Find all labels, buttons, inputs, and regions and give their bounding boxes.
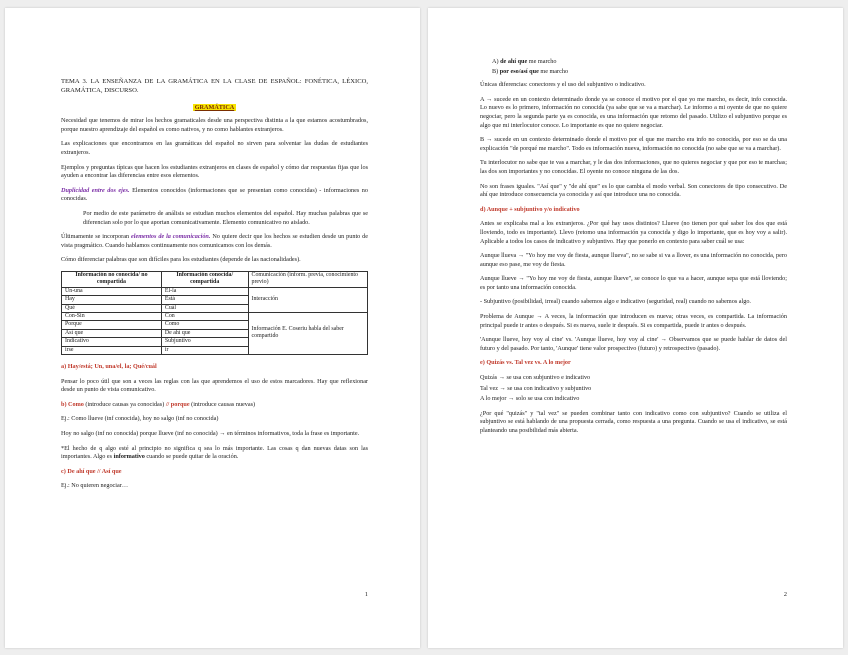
subheading-d: d) Aunque + subjuntivo y/o indicativo bbox=[480, 205, 580, 213]
paragraph: Cómo diferenciar palabras que son difíciles para los estudiantes (depende de las nacionalidades). bbox=[61, 256, 301, 264]
indented-paragraph: Por medio de este parámetro de análisis se estudian muchos elementos del español. Hay muchas palabras que se diferencian solo por lo que aportan comunicativamente. Elemento comunicativo no aislado. bbox=[83, 209, 368, 226]
paragraph bbox=[61, 187, 368, 204]
bold-term: informativo bbox=[113, 453, 145, 461]
paragraph: Ejemplos y preguntas típicas que hacen los estudiantes extranjeros en clases de español y cómo dar respuestas fijas que los ayuden a encontrar las diferencias entre esos elementos. bbox=[61, 163, 368, 180]
paragraph: - Subjuntivo (posibilidad, irreal) cuando sabemos algo e indicativo (seguridad, real) cuando no sabemos algo. bbox=[480, 298, 751, 306]
paragraph: Antes se explicaba mal a los extranjeros. ¿Por qué hay usos distintos? Llueve (no tienen por qué saber los dos que está lloviendo, todo es importante). Llevo (retomo una información ya conocida y digo lo importante, que es hoy voy a salir). Aplicable a todos los casos de indicativo y subjuntivo. Hay que ponerlo en contexto para saber cuál se usa: bbox=[480, 220, 787, 245]
paragraph: B → sucede en un contexto determinado donde el motivo por el que me marcho era info no conocida, por eso se da una explicación "de porqué me marcho". Todo es información nueva, información no conocida (no sabe que se va a marchar). bbox=[480, 136, 787, 152]
paragraph-text: (introduce causas ya conocidas) bbox=[83, 400, 166, 408]
table-cell: Subjuntivo bbox=[161, 338, 248, 346]
subheading-b bbox=[61, 401, 368, 410]
list-item: A lo mejor → solo se usa con indicativo bbox=[480, 395, 580, 403]
page-2-content bbox=[480, 58, 787, 442]
comparison-table bbox=[61, 271, 368, 355]
paragraph: Aunque llueve → "Yo hoy me voy de fiesta, aunque llueve", se conoce lo que va a hacer, aunque sepa que está lloviendo; es por tanto una información conocida. bbox=[480, 275, 787, 291]
paragraph-text: cuando se puede quitar de la oración. bbox=[144, 453, 239, 461]
page-1 bbox=[5, 8, 420, 648]
page-2 bbox=[428, 8, 843, 648]
paragraph-text: *El hecho de q algo esté al principio no significa q sea lo más importante. Las cosas q dan nuevas datas son las importantes. Algo es bbox=[61, 444, 368, 461]
paragraph-text: Últimamente se incorporan bbox=[61, 233, 131, 241]
table-cell: Interacción bbox=[248, 287, 367, 312]
paragraph: ¿Por qué "quizás" y "tal vez" se pueden combinar tanto con indicativo como con subjuntivo? Cuando se utiliza el subjuntivo se está hablando de una propuesta cerrada, como respuesta a una pregunta. Cuando se usa el indicativo, se está planteando una posibilidad más abierta. bbox=[480, 409, 787, 434]
table-header: Comunicación (inform. previa, conocimiento previo) bbox=[248, 271, 367, 287]
list-item bbox=[492, 58, 787, 67]
paragraph: Únicas diferencias: conectores y el uso del subjuntivo o indicativo. bbox=[480, 81, 646, 89]
table-header-row bbox=[62, 271, 368, 287]
table-cell: Qué bbox=[62, 304, 162, 312]
paragraph: Tu interlocutor no sabe que te vas a marchar, y le das dos informaciones, que no quieres negociar y que por eso te marchas; las dos son importantes y no conocidas. El oyente no conoce ninguna de las dos. bbox=[480, 159, 787, 175]
table-cell: Está bbox=[161, 296, 248, 304]
example-list bbox=[492, 58, 787, 76]
paragraph: Las explicaciones que encontramos en las gramáticas del español no sirven para solventar las dudas de estudiantes extranjeros. bbox=[61, 140, 368, 156]
list-item: Quizás → se usa con subjuntivo e indicativo bbox=[480, 374, 591, 382]
page-number: 1 bbox=[364, 591, 368, 598]
paragraph: Pensar lo poco útil que son a veces las reglas con las que aprendemos el uso de estos marcadores. Hay que reflexionar desde un punto de vista comunicativo. bbox=[61, 377, 368, 394]
paragraph: A → sucede en un contexto determinado donde ya se conoce el motivo por el que yo me marcho, es decir, info conocida. Lo nuevo es lo primero, información no conocida (ya sabe que se va a marchar). Le informo a mi oyente de que no quiere negociar, pero la segunda parte ya es conocida, es una información que retomo del pasado. Utilizo el subjuntivo porque es algo que mi interlocutor conoce. Lo importante es que no quiere negociar. bbox=[480, 95, 787, 129]
table-cell: Con-Sin bbox=[62, 312, 162, 320]
paragraph: Ej.: Como llueve (inf conocida), hoy no salgo (inf no conocida) bbox=[61, 415, 219, 423]
table-row bbox=[62, 312, 368, 320]
subheading-e: e) Quizás vs. Tal vez vs. A lo mejor bbox=[480, 359, 571, 367]
subheading-c: c) De ahí que // Así que bbox=[61, 467, 122, 475]
table-cell: De ahí que bbox=[161, 329, 248, 337]
table-cell: El-la bbox=[161, 287, 248, 295]
paragraph: Problema de Aunque → A veces, la información que introducen es nueva; otras veces, es compartida. La información principal puede ir antes o después. Si es nueva, suele ir después. Si es compartida, puede ir antes o después. bbox=[480, 313, 787, 329]
paragraph-text: No quiere decir que los hechos se estudien desde un punto de vista pragmático. Cuando hablamos continuamente nos comunicamos con los demás. bbox=[61, 233, 368, 249]
table-cell: Con bbox=[161, 312, 248, 320]
list-marker: B) bbox=[492, 67, 499, 75]
section-heading bbox=[61, 104, 368, 113]
paragraph: No son frases iguales. "Así que" y "de ahí que" es lo que cambia el modo verbal. Son conectores de tipo consecutivo. De ahí que introduce consecuencia ya conocida y así que introduce una no conocida. bbox=[480, 182, 787, 199]
table-cell: Información E. Coseriu habla del saber compartido bbox=[248, 312, 367, 354]
paragraph-text: (introduce causas nuevas) bbox=[189, 400, 256, 408]
table-cell: Porque bbox=[62, 321, 162, 329]
paragraph: Aunque llueva → "Yo hoy me voy de fiesta, aunque llueva", no se sabe si va a llover, es una información no conocida, pero aunque eso pase, me voy de fiesta. bbox=[480, 252, 787, 268]
table-cell: Un-una bbox=[62, 287, 162, 295]
highlight-term: elementos de la comunicación. bbox=[130, 233, 211, 241]
table-header: Información conocida/ compartida bbox=[161, 271, 248, 287]
subheading-term: b) Como bbox=[61, 400, 84, 408]
subheading-term: // porque bbox=[165, 400, 190, 408]
table-cell: irse bbox=[62, 346, 162, 354]
table-header: Información no conocida/ no compartida bbox=[62, 271, 162, 287]
heading-text: GRAMÁTICA bbox=[194, 103, 235, 111]
list-text: me marcho bbox=[527, 58, 557, 65]
document-title: TEMA 3. LA ENSEÑANZA DE LA GRAMÁTICA EN LA CLASE DE ESPAÑOL: FONÉTICA, LÉXICO, GRAMÁTICA, DISCURSO. bbox=[61, 78, 368, 94]
list-marker: A) bbox=[492, 58, 499, 65]
highlight-term: Duplicidad entre dos ejes. bbox=[61, 186, 130, 194]
list-text: me marcho bbox=[538, 67, 569, 75]
paragraph-text: Elementos conocidos (informaciones que se presentan como conocidas) - informaciones no conocidas. bbox=[61, 186, 368, 203]
table-cell: Como bbox=[161, 321, 248, 329]
page-1-content bbox=[61, 78, 368, 497]
table-cell: Cuál bbox=[161, 304, 248, 312]
list-item: Tal vez → se usa con indicativo y subjuntivo bbox=[480, 384, 592, 392]
bold-term: por eso/así que bbox=[499, 67, 539, 75]
page-number: 2 bbox=[783, 591, 787, 598]
table-cell: Hay bbox=[62, 296, 162, 304]
paragraph: Ej.: No quieren negociar… bbox=[61, 482, 129, 490]
bold-term: de ahí que bbox=[500, 58, 528, 65]
paragraph: 'Aunque llueve, hoy voy al cine' vs. 'Aunque llueve, hoy voy al cine' → Observamos que se puede hablar de datos del futuro y del pasado. Por tanto, 'Aunque' tiene valor prospectivo (futuro) y retrospectivo (pasado). bbox=[480, 336, 787, 352]
paragraph: Necesidad que tenemos de mirar los hechos gramaticales desde una perspectiva distinta a la que estamos acostumbrados, porque nuestro aprendizaje del español es como nativos, y no como hablantes extranjeros. bbox=[61, 117, 368, 133]
paragraph bbox=[61, 233, 368, 250]
subheading-a: a) Hay/está; Un, una/el, la; Qué/cuál bbox=[61, 362, 157, 370]
table-cell: Así que bbox=[62, 329, 162, 337]
table-cell: Indicativo bbox=[62, 338, 162, 346]
paragraph: Hoy no salgo (inf no conocida) porque llueve (inf no conocida) → en términos informativos, toda la frase es importante. bbox=[61, 429, 360, 437]
table-cell: ir bbox=[161, 346, 248, 354]
paragraph bbox=[61, 445, 368, 462]
list-item bbox=[492, 68, 787, 77]
table-row bbox=[62, 287, 368, 295]
